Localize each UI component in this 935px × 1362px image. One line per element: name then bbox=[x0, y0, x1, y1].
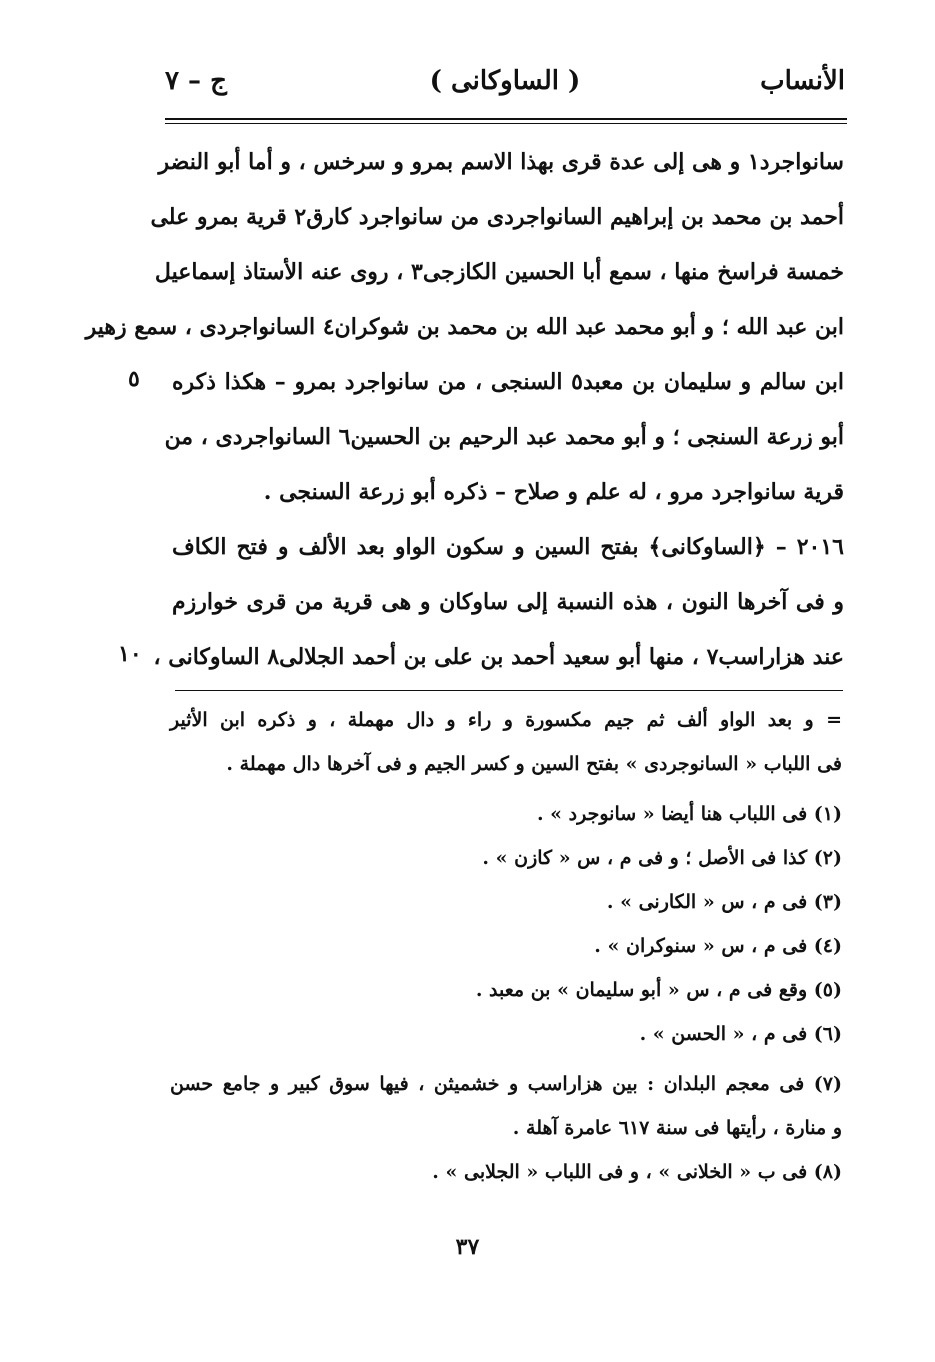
footnotes bbox=[170, 700, 842, 1196]
header-entry-title: ( الساوكانى ) bbox=[429, 66, 581, 96]
entry-heading-line: ٢٠١٦ – ﴿الساوكانى﴾ بفتح السين و سكون الواو بعد الألف و فتح الكاف bbox=[172, 534, 844, 560]
footnote-7: (٧) فى معجم البلدان : بين هزاراسب و خشميثن ، فيها سوق كبير و جامع حسن bbox=[170, 1073, 842, 1095]
text-line: أبو زرعة السنجى ؛ و أبو محمد عبد الرحيم بن الحسين٦ السانواجردى ، من bbox=[164, 424, 844, 450]
footnote-1: (١) فى اللباب هنا أيضا « سانوجرد » . bbox=[536, 803, 842, 825]
page-number: ٣٧ bbox=[455, 1234, 480, 1260]
footnote-continuation: = و بعد الواو ألف ثم جيم مكسورة و راء و دال مهملة ، و ذكره ابن الأثير bbox=[170, 709, 842, 731]
header-book-title: الأنساب bbox=[760, 66, 845, 96]
line-number-5: ٥ bbox=[128, 366, 140, 392]
line-number-10: ١٠ bbox=[118, 641, 142, 667]
header-rule-thick bbox=[165, 118, 847, 120]
footnote-rule bbox=[175, 690, 843, 691]
text-line: ابن عبد الله ؛ و أبو محمد عبد الله بن محمد بن شوكران٤ السانواجردى ، سمع زهير bbox=[85, 314, 844, 340]
running-header bbox=[165, 66, 845, 110]
footnote-continuation: فى اللباب « السانوجردى » بفتح السين و كسر الجيم و فى آخرها دال مهملة . bbox=[226, 753, 842, 775]
text-line: عند هزاراسب٧ ، منها أبو سعيد أحمد بن على بن أحمد الجلالى٨ الساوكانى ، bbox=[153, 644, 844, 670]
footnote-7-continuation: و منارة ، رأيتها فى سنة ٦١٧ عامرة آهلة . bbox=[512, 1117, 842, 1139]
footnote-4: (٤) فى م ، س « سنوكران » . bbox=[594, 935, 842, 957]
text-line: سانواجرد١ و هى إلى عدة قرى بهذا الاسم بمرو و سرخس ، و أما أبو النضر bbox=[158, 149, 844, 175]
footnote-6: (٦) فى م ، « الحسن » . bbox=[639, 1023, 842, 1045]
header-rule-thin bbox=[165, 123, 847, 124]
header-volume: ج – ٧ bbox=[165, 66, 227, 96]
text-line: خمسة فراسخ منها ، سمع أبا الحسين الكازجى٣ ، روى عنه الأستاذ إسماعيل bbox=[154, 259, 844, 285]
footnote-3: (٣) فى م ، س « الكارنى » . bbox=[606, 891, 842, 913]
text-line: أحمد بن محمد بن إبراهيم السانواجردى من سانواجرد كارق٢ قرية بمرو على bbox=[150, 204, 844, 230]
footnote-8: (٨) فى ب « الخلانى » ، و فى اللباب « الجلابى » . bbox=[432, 1161, 842, 1183]
text-line: و فى آخرها النون ، هذه النسبة إلى ساوكان و هى قرية من قرى خوارزم bbox=[172, 589, 844, 615]
text-line: ابن سالم و سليمان بن معبد٥ السنجى ، من سانواجرد بمرو – هكذا ذكره bbox=[172, 369, 845, 395]
footnote-2: (٢) كذا فى الأصل ؛ و فى م ، س « كازن » . bbox=[482, 847, 842, 869]
text-line: قرية سانواجرد مرو ، له علم و صلاح – ذكره أبو زرعة السنجى . bbox=[263, 479, 844, 505]
footnote-5: (٥) وقع فى م ، س « أبو سليمان » بن معبد . bbox=[475, 979, 842, 1001]
